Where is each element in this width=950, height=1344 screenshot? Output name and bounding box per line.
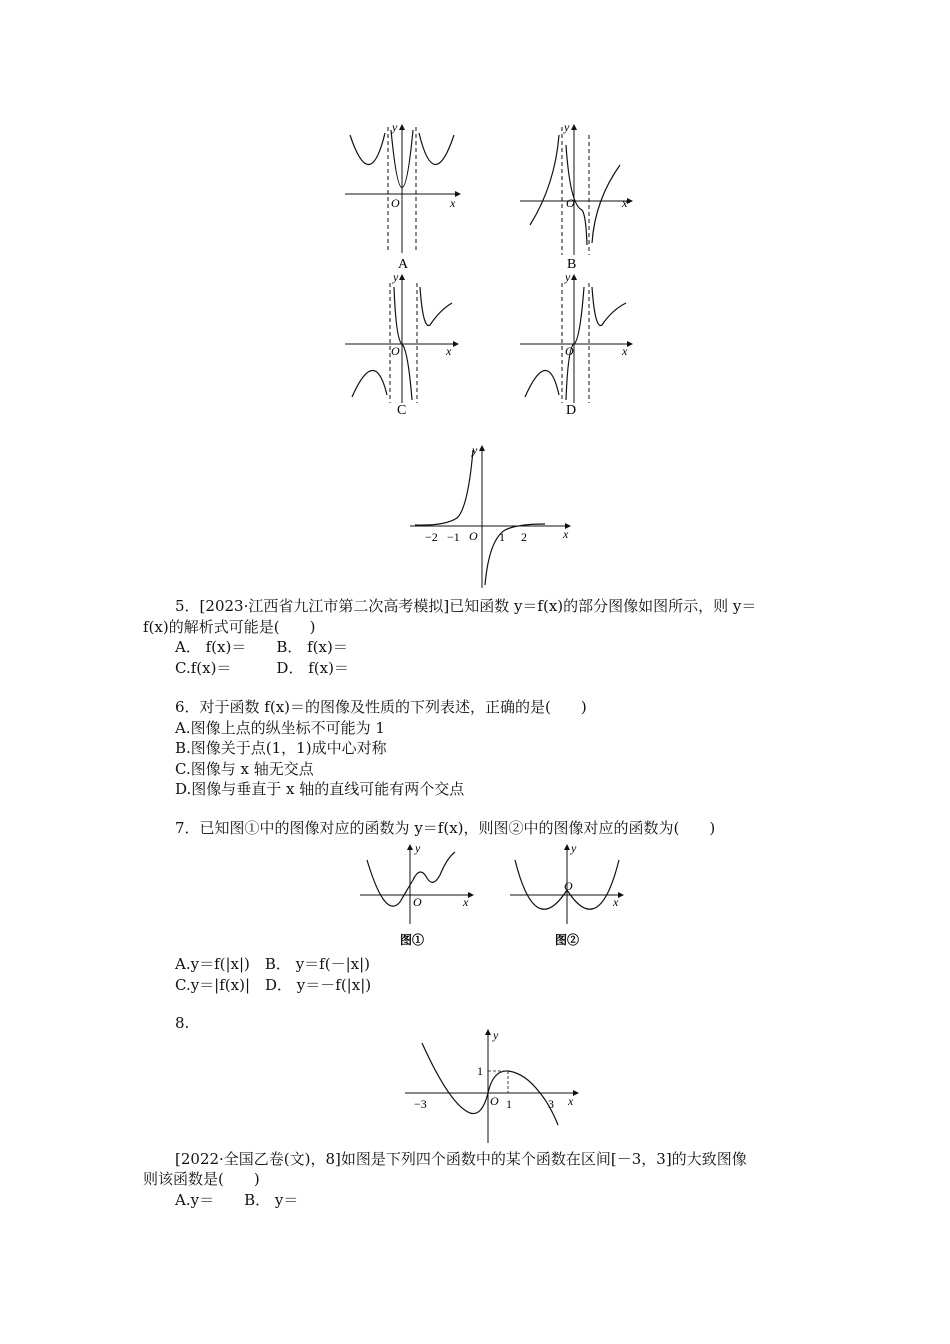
origin-label: O [566,196,575,210]
origin-label: O [565,344,574,358]
origin-label: O [564,879,573,893]
q8-graph [400,1025,585,1145]
axis-x-label: x [622,344,628,358]
q6-stem: 6．对于函数 f(x)＝的图像及性质的下列表述，正确的是( ) [175,698,587,716]
tick-2: 2 [521,530,527,544]
axis-y-label: y [393,270,399,284]
tick-neg3: −3 [414,1097,427,1111]
figure-1 [360,841,473,947]
q5-graph [405,440,580,590]
origin-label: O [391,344,400,358]
axis-x-label: x [563,527,569,541]
q4-graphs [330,115,650,420]
origin-label: O [413,895,422,909]
axis-y-label: y [571,841,577,855]
q5-stem-line1: 5．[2023·江西省九江市第二次高考模拟]已知函数 y＝f(x)的部分图像如图所示，则 y＝ [175,597,757,615]
graph-label-a: A [398,257,409,272]
axis-y-label: y [472,443,478,457]
q8-number: 8. [175,1014,190,1032]
axis-y-label: y [493,1028,499,1042]
q8-options-row1: A.y＝ B． y＝ [175,1191,299,1209]
graph-label-c: C [397,403,407,418]
axis-x-label: x [463,895,469,909]
q8-stem-line1: [2022·全国乙卷(文)，8]如图是下列四个函数中的某个函数在区间[－3，3]的大致图像 [175,1150,747,1168]
q7-figures [355,840,630,950]
tick-neg1: −1 [447,530,460,544]
axis-x-label: x [446,344,452,358]
graph-d [520,270,632,418]
axis-y-label: y [415,841,421,855]
graph-label-d: D [566,403,577,418]
q5-options-row1: A． f(x)＝ B． f(x)＝ [175,638,348,656]
tick-neg2: −2 [425,530,438,544]
q6-option-d: D.图像与垂直于 x 轴的直线可能有两个交点 [175,780,465,798]
origin-label: O [391,196,400,210]
tick-3: 3 [548,1097,554,1111]
origin-label: O [469,529,478,543]
axis-y-label: y [565,270,571,284]
q8-stem-line2: 则该函数是( ) [143,1170,260,1188]
axis-y-label: y [564,120,570,134]
fig2-caption: 图② [555,933,580,947]
fig1-caption: 图① [400,933,425,947]
axis-y-label: y [392,120,398,134]
axis-x-label: x [613,895,619,909]
tick-1: 1 [499,530,505,544]
origin-label: O [490,1094,499,1108]
graph-label-b: B [567,257,577,272]
tick-1: 1 [506,1097,512,1111]
q5-stem-line2: f(x)的解析式可能是( ) [143,618,316,636]
q6-option-c: C.图像与 x 轴无交点 [175,760,314,778]
graph-b [520,120,632,272]
graph-c [345,270,458,418]
q7-options-row2: C.y＝|f(x)| D． y＝－f(|x|) [175,976,372,994]
q6-option-b: B.图像关于点(1，1)成中心对称 [175,739,387,757]
graph-a [345,120,460,272]
axis-x-label: x [622,196,628,210]
q6-option-a: A.图像上点的纵坐标不可能为 1 [175,719,385,737]
figure-2 [510,841,623,947]
q7-stem: 7．已知图①中的图像对应的函数为 y＝f(x)，则图②中的图像对应的函数为( ) [175,819,716,837]
tick-y1: 1 [477,1064,483,1078]
axis-x-label: x [568,1094,574,1108]
axis-x-label: x [450,196,456,210]
q7-options-row1: A.y＝f(|x|) B． y＝f(－|x|) [175,955,370,973]
q5-options-row2: C.f(x)＝ D． f(x)＝ [175,659,349,677]
